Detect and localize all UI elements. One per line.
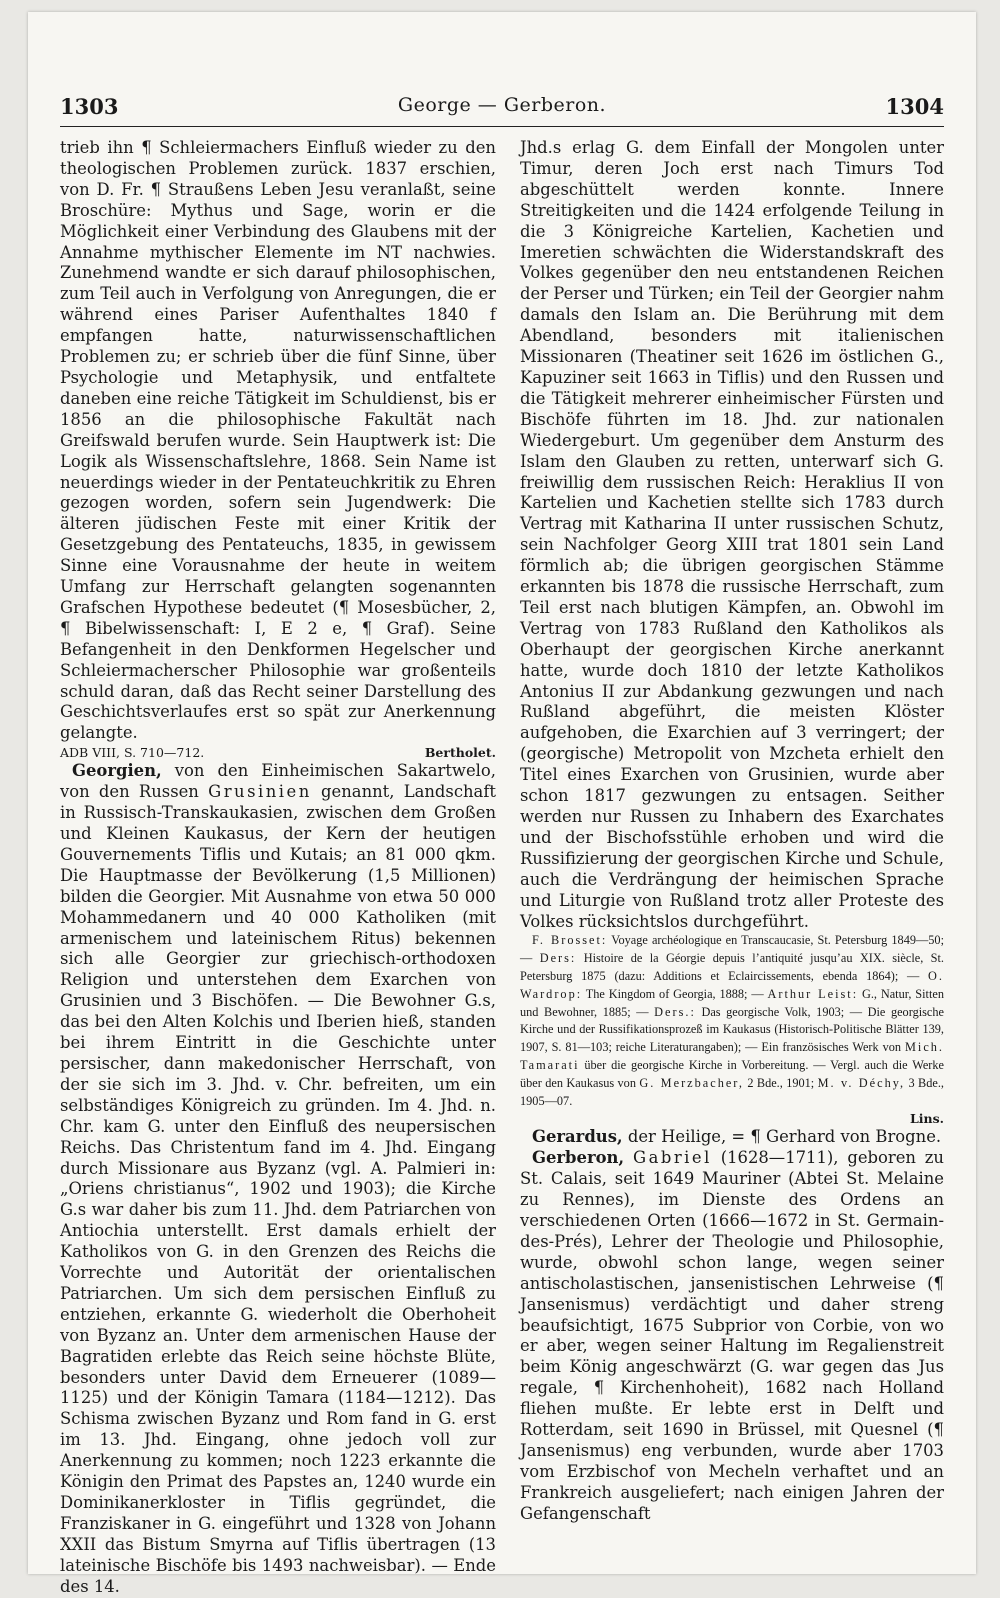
page-number-right: 1304 bbox=[885, 94, 944, 119]
entry-text: genannt, Landschaft in Russisch-Transkaukasien, zwischen dem Großen und Kleinen Kaukasus, der Kern der heutigen Gouvernements Tiflis und Kutais; an 81 000 qkm. Die Hauptmasse der Bevölkerung (1,5 Millionen) bilden die Georgier. Mit Ausnahme von etwa 50 000 Mohammedanern und 40 000 Katholiken (mit armenischem und lateinischem Ritus) bekennen sich alle Georgier zur griechisch-orthodoxen Religion und unterstehen dem Exarchen von Grusinien und 3 Bischöfen. — Die Bewohner G.s, das bei den Alten Kolchis und Iberien hieß, standen bei ihrem Eintritt in die Geschichte unter persischer, dann makedonischer Herrschaft, von der sie sich im 3. Jhd. v. Chr. befreiten, um ein selbständiges Königreich zu gründen. Im 4. Jhd. n. Chr. kam G. unter den Einfluß des neupersischen Reichs. Das Christentum fand im 4. Jhd. Eingang durch Missionare aus Byzanz (vgl. A. Palmieri in: „Oriens christianus“, 1902 und 1903); die Kirche G.s war daher bis zum 11. Jhd. dem Patriarchen von Antiochia unterstellt. Erst damals erhielt der Katholikos von G. in den Grenzen des Reichs die Vorrechte und Autorität der orientalischen Patriarchen. Um sich dem persischen Einfluß zu entziehen, erkannte G. wiederholt die Oberhoheit von Byzanz an. Unter dem armenischen Hause der Bagratiden erlebte das Reich seine höchste Blüte, besonders unter David dem Erneuerer (1089—1125) und der Königin Tamara (1184—1212). Das Schisma zwischen Byzanz und Rom fand in G. erst im 13. Jhd. Eingang, ohne jedoch voll zur Anerkennung zu kommen; noch 1223 erkannte die Königin den Primat des Papstes an, 1240 wurde ein Dominikanerkloster in Tiflis gegründet, die Franziskaner in G. eingeführt und 1328 von Johann XXII das Bistum Smyrna auf Tiflis übertragen (13 lateinische Bischöfe bis 1493 nachweisbar). — Ende des 14. bbox=[60, 782, 496, 1596]
bib-author: Ders.: bbox=[654, 1004, 696, 1019]
bibliography-signature: Lins. bbox=[909, 1111, 944, 1127]
entry-text: von den Einheimischen Sakartwelo, von den Russen bbox=[60, 761, 496, 802]
bib-text: Das georgische Volk, 1903; — Die georgische Kirche und der Russifikationsprozeß im Kaukasus (Historisch-Politische Blätter 139, 1907, S. 81—103; reiche Literaturangaben); — Ein französisches Werk von bbox=[520, 1004, 944, 1055]
bib-text: 3 Bde., 1905—07. bbox=[520, 1075, 944, 1108]
entry-lemma: Georgien, bbox=[72, 761, 162, 781]
article-continuation: Jhd.s erlag G. dem Einfall der Mongolen unter Timur, deren Joch erst nach Timurs Tod abgeschüttelt werden konnte. Innere Streitigkeiten und die 1424 erfolgende Teilung in die 3 Königreiche Kartelien, Kachetien und Imeretien schwächten die Widerstandskraft des Volkes gegenüber den neu entstandenen Reichen der Perser und Türken; ein Teil der Georgier nahm damals den Islam an. Die Berührung mit dem Abendland, besonders mit italienischen Missionaren (Theatiner seit 1626 im östlichen G., Kapuziner seit 1663 in Tiflis) und den Russen und die Tätigkeit mehrerer einheimischer Fürsten und Bischöfe führten im 18. Jhd. zur nationalen Wiedergeburt. Um gegenüber dem Ansturm des Islam den Glauben zu retten, unterwarf sich G. freiwillig dem russischen Reich: Heraklius II von Kartelien und Kachetien stellte sich 1783 durch Vertrag mit Katharina II unter russischen Schutz, sein Nachfolger Georg XIII trat 1801 sein Land förmlich ab; die übrigen georgischen Stämme erkannten bis 1878 die russische Herrschaft, zum Teil erst nach blutigen Kämpfen, an. Obwohl im Vertrag von 1783 Rußland den Katholikos als Oberhaupt der georgischen Kirche anerkannt hatte, wurde doch 1810 der letzte Katholikos Antonius II zur Abdankung gezwungen und nach Rußland abgeführt, die meisten Klöster aufgehoben, die Exarchien auf 3 verringert; der (georgische) Metropolit von Mzcheta erhielt den Titel eines Exarchen von Grusinien, wurde aber schon 1817 gezwungen zu entsagen. Seither werden nur Russen zu Inhabern des Exarchates und der Bischofsstühle erhoben und wird die Russifizierung der georgischen Kirche und Schule, auch die Verdrängung der heimischen Sprache und Liturgie von Rußland trotz aller Proteste des Volkes rücksichtslos durchgeführt. bbox=[520, 138, 944, 931]
entry-georgien bbox=[60, 761, 496, 1597]
entry-lemma: Gerardus, bbox=[532, 1127, 623, 1147]
bib-text: Voyage archéologique en Transcaucasie, St. Petersburg 1849—50; — bbox=[520, 933, 944, 966]
bib-author: Ders: bbox=[539, 951, 577, 966]
bib-author: M. v. Déchy, bbox=[817, 1075, 906, 1090]
bib-text: über die georgische Kirche in Vorbereitung. — Vergl. auch die Werke über den Kaukasus von bbox=[520, 1058, 944, 1090]
bib-author: O. Wardrop: bbox=[520, 969, 944, 1001]
entry-spaced-term: Gabriel bbox=[632, 1148, 712, 1168]
bib-author: F. Brosset: bbox=[532, 933, 608, 948]
entry-text: (1628—1711), geboren zu St. Calais, seit 1649 Mauriner (Abtei St. Melaine zu Rennes), im Dienste des Ordens an verschiedenen Orten (1666—1672 in St. Germain-des-Prés), Lehrer der Theologie und Philosophie, wurde, obwohl schon lange, wegen seiner antischolastischen, jansenistischen Lehrweise (¶ Jansenismus) verdächtigt und daher streng beaufsichtigt, 1675 Subprior von Corbie, von wo er aber, wegen seiner Haltung im Regalienstreit beim König angeschwärzt (G. war gegen das Jus regale, ¶ Kirchenhoheit), 1682 nach Holland fliehen mußte. Er lebte erst in Delft und Rotterdam, seit 1690 in Brüssel, mit Quesnel (¶ Jansenismus) eng verbunden, wurde aber 1703 vom Erzbischof von Mecheln verhaftet und an Frankreich ausgeliefert; nach einigen Jahren der Gefangenschaft bbox=[520, 1148, 944, 1523]
signature-reference: ADB VIII, S. 710—712. bbox=[60, 745, 205, 761]
bib-text: The Kingdom of Georgia, 1888; — bbox=[582, 986, 768, 1001]
entry-gerberon bbox=[520, 1148, 944, 1524]
article-continuation: trieb ihn ¶ Schleiermachers Einfluß wieder zu den theologischen Problemen zurück. 1837 erschien, von D. Fr. ¶ Straußens Leben Jesu veranlaßt, seine Broschüre: Mythus und Sage, worin er die Möglichkeit einer Verbindung des Glaubens mit der Annahme mythischer Elemente im NT nachwies. Zunehmend wandte er sich darauf philosophischen, zum Teil auch in Verfolgung von Anregungen, die er während eines Pariser Aufenthaltes 1840 f empfangen hatte, naturwissenschaftlichen Problemen zu; er schrieb über die fünf Sinne, über Psychologie und Metaphysik, und entfaltete daneben eine reiche Tätigkeit im Schuldienst, bis er 1856 an die philosophische Fakultät nach Greifswald berufen wurde. Sein Hauptwerk ist: Die Logik als Wissenschaftslehre, 1868. Sein Name ist neuerdings wieder in der Pentateuchkritik zu Ehren gezogen worden, sofern sein Jugendwerk: Die älteren jüdischen Feste mit einer Kritik der Gesetzgebung des Pentateuchs, 1835, in gewissem Sinne eine Vorausnahme der heute in weitem Umfang zur Herrschaft gelangten sogenannten Grafschen Hypothese bedeutet (¶ Mosesbücher, 2, ¶ Bibelwissenschaft: I, E 2 e, ¶ Graf). Seine Befangenheit in den Denkformen Hegelscher und Schleiermacherscher Philosophie war großenteils schuld daran, daß das Recht seiner Darstellung des Geschichtsverlaufes erst so spät zur Anerkennung gelangte. bbox=[60, 138, 496, 743]
bib-text: Histoire de la Géorgie depuis l’antiquité jusqu’au XIX. siècle, St. Petersburg 1875 (dazu: Additions et Eclaircissements, ebenda 1864); — bbox=[520, 951, 944, 984]
bib-author: Arthur Leist: bbox=[767, 986, 859, 1001]
right-column bbox=[520, 138, 944, 1525]
entry-lemma: Gerberon, bbox=[532, 1148, 625, 1168]
entry-text: der Heilige, = ¶ Gerhard von Brogne. bbox=[627, 1127, 942, 1147]
bib-author: Mich. Tamarati bbox=[520, 1040, 944, 1073]
signature-author: Bertholet. bbox=[424, 745, 496, 761]
entry-spaced-term: Grusinien bbox=[208, 782, 312, 802]
running-title: George — Gerberon. bbox=[397, 94, 607, 116]
page-header bbox=[60, 90, 944, 127]
article-signature bbox=[60, 744, 496, 761]
bib-text: 2 Bde., 1901; bbox=[743, 1075, 818, 1090]
page bbox=[28, 12, 976, 1596]
left-column bbox=[60, 138, 496, 1598]
bib-author: G. Merzbacher, bbox=[639, 1075, 744, 1090]
entry-gerardus bbox=[520, 1127, 944, 1148]
bib-text: G., Natur, Sitten und Bewohner, 1885; — bbox=[520, 986, 944, 1019]
bibliography bbox=[520, 932, 944, 1110]
page-number-left: 1303 bbox=[60, 94, 119, 119]
